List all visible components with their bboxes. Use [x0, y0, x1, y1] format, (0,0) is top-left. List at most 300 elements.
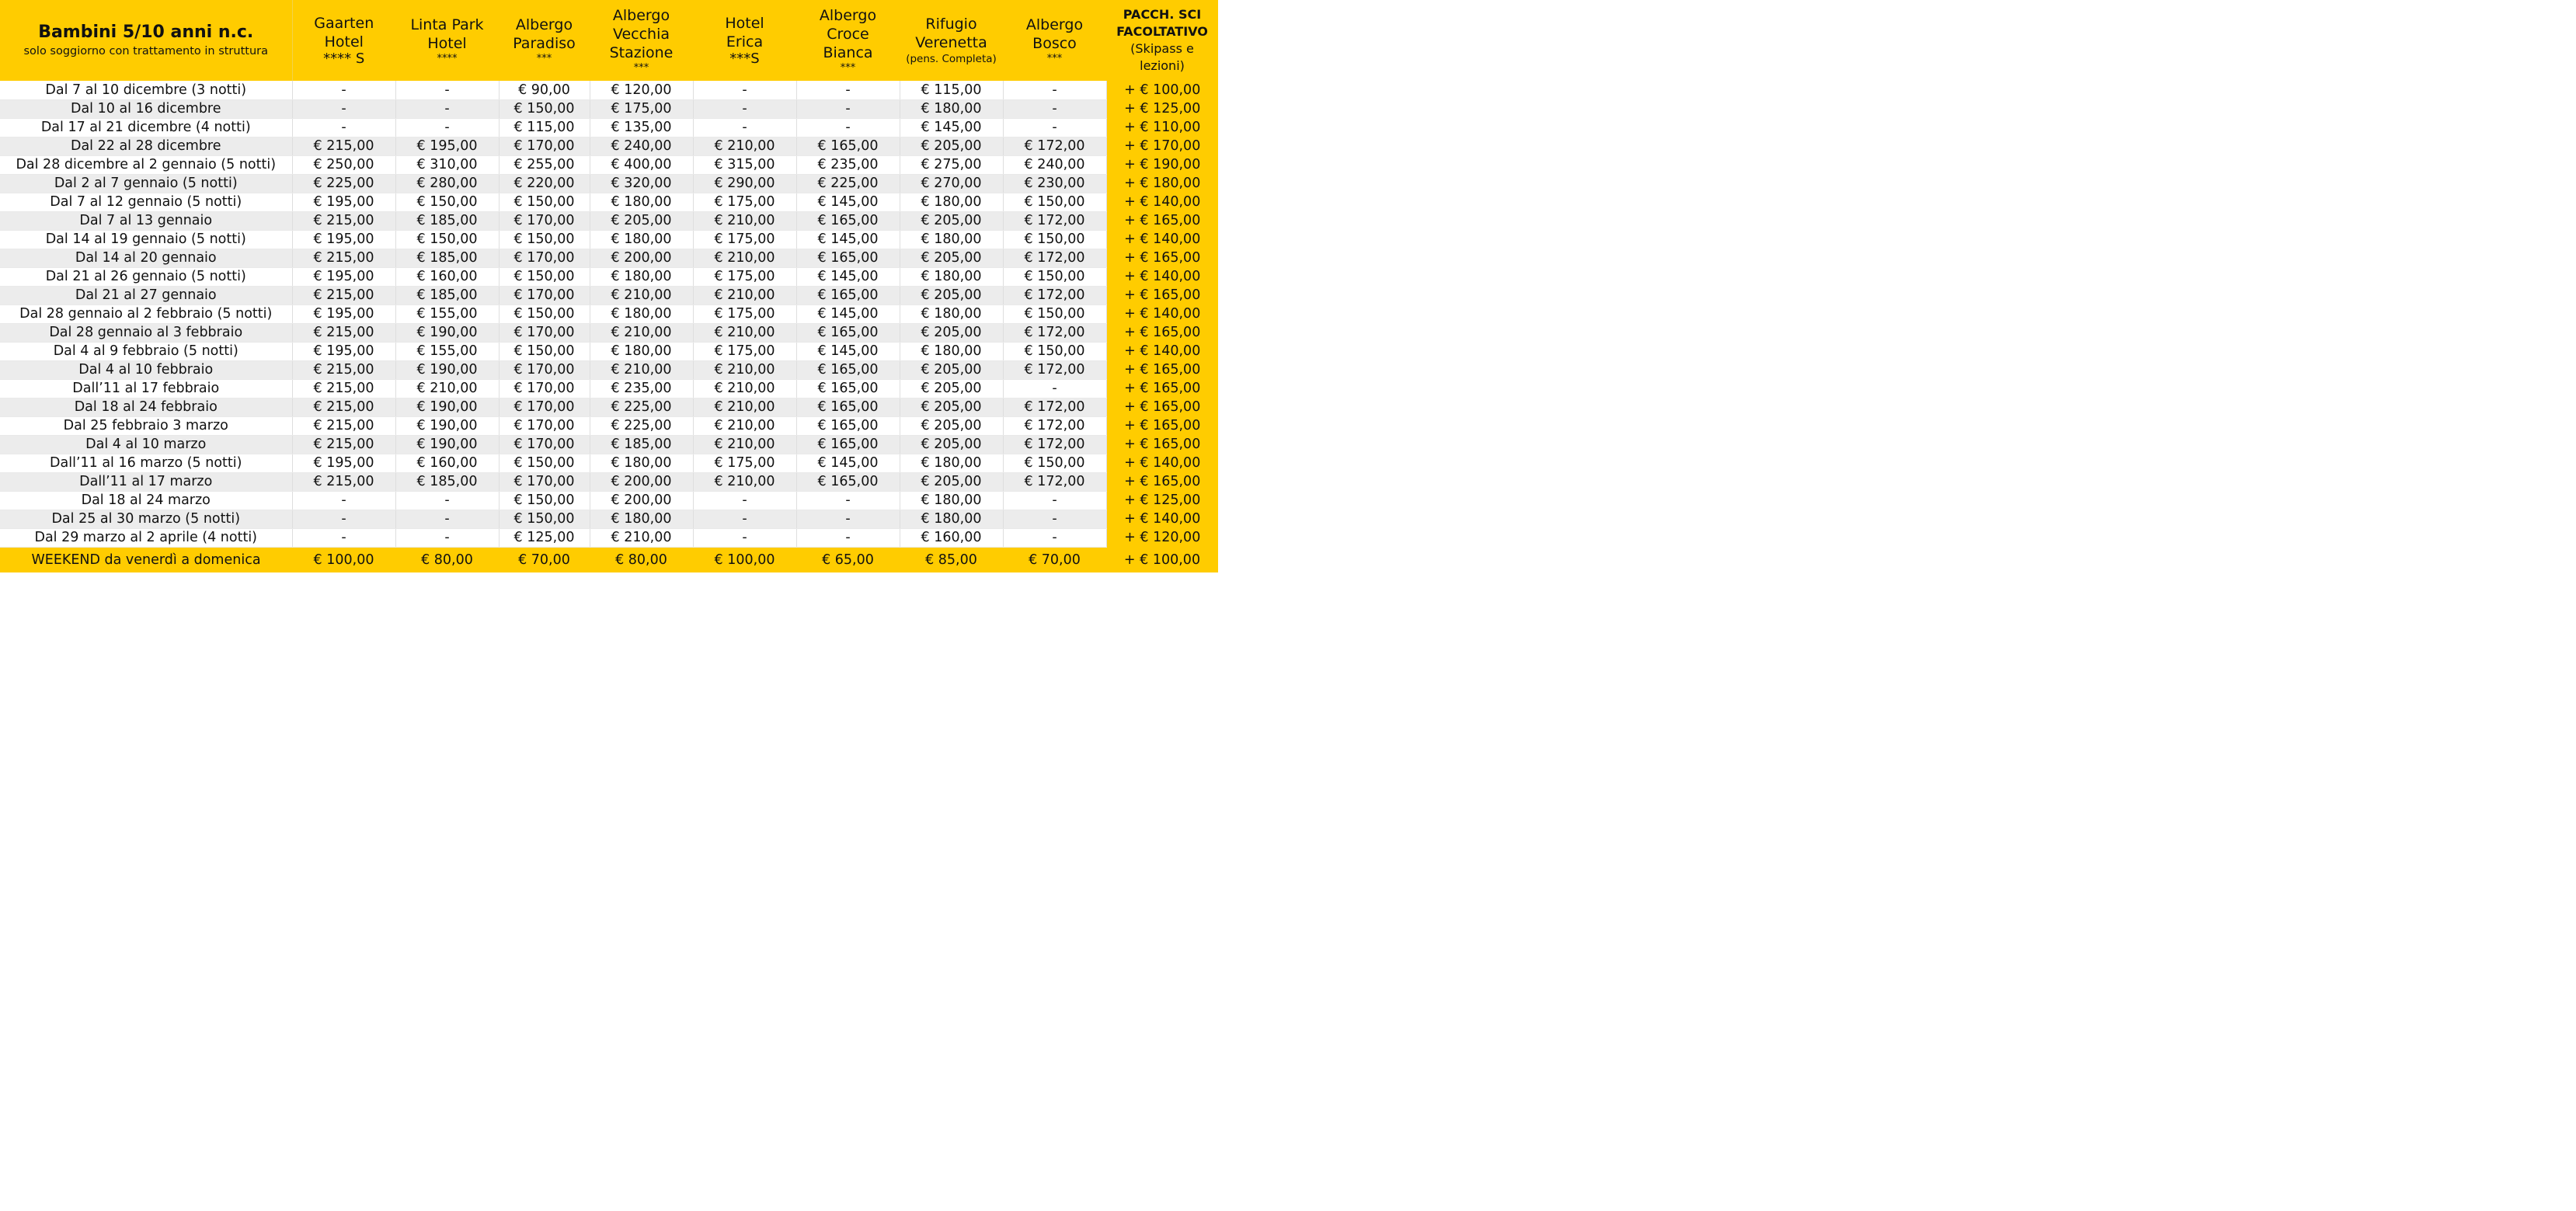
price-cell: € 275,00 — [900, 155, 1003, 174]
price-cell: € 175,00 — [693, 304, 796, 323]
price-cell: - — [693, 99, 796, 118]
price-cell: - — [292, 528, 395, 547]
price-cell: € 185,00 — [395, 286, 499, 304]
price-cell: € 172,00 — [1003, 435, 1106, 454]
price-cell: € 160,00 — [395, 454, 499, 472]
ski-price-cell: + € 165,00 — [1106, 398, 1218, 416]
ski-price-cell: + € 165,00 — [1106, 286, 1218, 304]
hotel-header-paradiso — [499, 0, 590, 81]
price-cell: € 205,00 — [900, 137, 1003, 155]
price-cell: € 215,00 — [292, 379, 395, 398]
table-row — [0, 323, 1218, 342]
price-cell: € 145,00 — [796, 267, 900, 286]
price-cell: € 172,00 — [1003, 137, 1106, 155]
period-cell: Dal 29 marzo al 2 aprile (4 notti) — [0, 528, 292, 547]
hotel-name-line: Vecchia — [612, 26, 670, 43]
period-cell: Dal 10 al 16 dicembre — [0, 99, 292, 118]
ski-price-cell: + € 165,00 — [1106, 435, 1218, 454]
price-cell: € 205,00 — [900, 249, 1003, 267]
price-cell: € 165,00 — [796, 360, 900, 379]
table-row — [0, 193, 1218, 211]
weekend-price-cell: € 85,00 — [900, 547, 1003, 572]
table-row — [0, 155, 1218, 174]
price-cell: € 210,00 — [590, 323, 693, 342]
period-cell: Dal 28 gennaio al 2 febbraio (5 notti) — [0, 304, 292, 323]
price-cell: € 150,00 — [499, 267, 590, 286]
weekend-price-cell: € 80,00 — [590, 547, 693, 572]
price-cell: € 150,00 — [499, 342, 590, 360]
price-cell: € 200,00 — [590, 472, 693, 491]
ski-price-cell: + € 165,00 — [1106, 249, 1218, 267]
price-cell: - — [395, 528, 499, 547]
price-cell: € 315,00 — [693, 155, 796, 174]
price-cell: € 170,00 — [499, 379, 590, 398]
price-cell: € 172,00 — [1003, 472, 1106, 491]
price-cell: - — [292, 99, 395, 118]
table-row — [0, 211, 1218, 230]
price-cell: € 150,00 — [499, 304, 590, 323]
period-cell: Dal 4 al 10 marzo — [0, 435, 292, 454]
price-cell: € 190,00 — [395, 360, 499, 379]
table-row — [0, 510, 1218, 528]
hotel-name-line: Hotel — [725, 15, 764, 32]
price-cell: € 240,00 — [590, 137, 693, 155]
weekend-price-cell: € 100,00 — [693, 547, 796, 572]
price-cell: € 165,00 — [796, 137, 900, 155]
price-cell: € 172,00 — [1003, 398, 1106, 416]
price-cell: € 150,00 — [499, 491, 590, 510]
hotel-board-note: (pens. Completa) — [906, 53, 997, 65]
price-cell: - — [292, 510, 395, 528]
price-cell: - — [796, 118, 900, 137]
price-cell: € 195,00 — [292, 342, 395, 360]
price-cell: € 215,00 — [292, 137, 395, 155]
price-cell: € 180,00 — [590, 230, 693, 249]
price-cell: € 150,00 — [1003, 304, 1106, 323]
price-cell: - — [395, 81, 499, 99]
hotel-stars: **** — [437, 53, 458, 64]
weekend-ski-price-cell: + € 100,00 — [1106, 547, 1218, 572]
hotel-name-line: Albergo — [1025, 16, 1084, 33]
price-cell: € 170,00 — [499, 249, 590, 267]
price-cell: € 172,00 — [1003, 249, 1106, 267]
price-cell: € 195,00 — [292, 193, 395, 211]
table-row — [0, 454, 1218, 472]
price-cell: € 320,00 — [590, 174, 693, 193]
table-row — [0, 99, 1218, 118]
price-cell: € 205,00 — [900, 286, 1003, 304]
hotel-name-line: Albergo — [819, 7, 877, 24]
price-cell: € 195,00 — [292, 454, 395, 472]
price-cell: € 165,00 — [796, 416, 900, 435]
period-cell: Dall’11 al 17 marzo — [0, 472, 292, 491]
price-cell: € 170,00 — [499, 137, 590, 155]
price-cell: € 210,00 — [693, 472, 796, 491]
ski-price-cell: + € 125,00 — [1106, 491, 1218, 510]
price-cell: € 115,00 — [499, 118, 590, 137]
table-row — [0, 174, 1218, 193]
period-cell: Dal 14 al 19 gennaio (5 notti) — [0, 230, 292, 249]
price-cell: € 160,00 — [900, 528, 1003, 547]
price-cell: € 175,00 — [693, 342, 796, 360]
ski-price-cell: + € 190,00 — [1106, 155, 1218, 174]
period-cell: Dal 7 al 13 gennaio — [0, 211, 292, 230]
table-row — [0, 267, 1218, 286]
price-cell: € 170,00 — [499, 323, 590, 342]
hotel-name-line: Gaarten — [314, 15, 374, 32]
price-cell: € 165,00 — [796, 286, 900, 304]
price-cell: € 280,00 — [395, 174, 499, 193]
price-cell: € 215,00 — [292, 249, 395, 267]
ski-header-line: (Skipass e — [1130, 41, 1194, 56]
hotel-header-gaarten — [292, 0, 395, 81]
price-cell: € 185,00 — [590, 435, 693, 454]
price-cell: € 210,00 — [693, 323, 796, 342]
price-cell: € 210,00 — [693, 379, 796, 398]
price-cell: € 150,00 — [1003, 230, 1106, 249]
hotel-header-linta-park — [395, 0, 499, 81]
price-cell: € 145,00 — [900, 118, 1003, 137]
price-cell: - — [1003, 379, 1106, 398]
price-cell: € 180,00 — [590, 342, 693, 360]
price-cell: € 200,00 — [590, 491, 693, 510]
ski-header-line: PACCH. SCI — [1123, 7, 1202, 22]
price-cell: € 165,00 — [796, 398, 900, 416]
hotel-name-line: Linta Park — [410, 16, 484, 33]
price-cell: € 170,00 — [499, 360, 590, 379]
ski-header-line: lezioni) — [1140, 58, 1185, 73]
ski-price-cell: + € 100,00 — [1106, 81, 1218, 99]
hotel-name-line: Albergo — [515, 16, 573, 33]
price-cell: € 170,00 — [499, 416, 590, 435]
price-cell: € 215,00 — [292, 472, 395, 491]
price-cell: € 210,00 — [693, 398, 796, 416]
price-cell: - — [1003, 81, 1106, 99]
ski-price-cell: + € 165,00 — [1106, 379, 1218, 398]
period-cell: Dal 25 febbraio 3 marzo — [0, 416, 292, 435]
hotel-name-line: Verenetta — [915, 34, 987, 51]
ski-price-cell: + € 140,00 — [1106, 454, 1218, 472]
price-cell: € 215,00 — [292, 416, 395, 435]
price-cell: € 165,00 — [796, 379, 900, 398]
ski-header-line: FACOLTATIVO — [1116, 24, 1208, 39]
price-cell: € 180,00 — [590, 510, 693, 528]
price-cell: € 210,00 — [693, 360, 796, 379]
price-cell: € 210,00 — [693, 137, 796, 155]
table-row — [0, 398, 1218, 416]
price-cell: € 160,00 — [395, 267, 499, 286]
table-row — [0, 491, 1218, 510]
price-cell: € 170,00 — [499, 435, 590, 454]
price-cell: € 235,00 — [590, 379, 693, 398]
price-cell: € 165,00 — [796, 249, 900, 267]
period-cell: Dal 14 al 20 gennaio — [0, 249, 292, 267]
price-cell: - — [796, 528, 900, 547]
price-cell: € 195,00 — [395, 137, 499, 155]
price-cell: - — [693, 528, 796, 547]
ski-price-cell: + € 140,00 — [1106, 230, 1218, 249]
title-main: Bambini 5/10 anni n.c. — [38, 23, 254, 42]
price-cell: € 270,00 — [900, 174, 1003, 193]
price-cell: € 90,00 — [499, 81, 590, 99]
price-cell: € 175,00 — [693, 267, 796, 286]
price-cell: € 180,00 — [590, 267, 693, 286]
price-cell: € 210,00 — [590, 360, 693, 379]
hotel-header-bosco — [1003, 0, 1106, 81]
period-cell: Dal 22 al 28 dicembre — [0, 137, 292, 155]
ski-price-cell: + € 165,00 — [1106, 472, 1218, 491]
period-cell: Dal 7 al 12 gennaio (5 notti) — [0, 193, 292, 211]
price-cell: € 210,00 — [590, 286, 693, 304]
price-cell: - — [395, 510, 499, 528]
ski-price-cell: + € 180,00 — [1106, 174, 1218, 193]
price-cell: € 125,00 — [499, 528, 590, 547]
price-cell: € 215,00 — [292, 435, 395, 454]
price-cell: € 210,00 — [693, 416, 796, 435]
table-title — [0, 0, 292, 81]
table-row — [0, 379, 1218, 398]
price-cell: € 240,00 — [1003, 155, 1106, 174]
price-cell: € 180,00 — [900, 267, 1003, 286]
price-cell: € 150,00 — [1003, 267, 1106, 286]
hotel-name-line: Stazione — [609, 44, 674, 61]
price-cell: € 210,00 — [693, 211, 796, 230]
price-cell: € 180,00 — [900, 342, 1003, 360]
price-cell: € 210,00 — [590, 528, 693, 547]
price-cell: € 180,00 — [900, 193, 1003, 211]
period-cell: Dal 28 gennaio al 3 febbraio — [0, 323, 292, 342]
hotel-stars: *** — [840, 62, 856, 74]
ski-price-cell: + € 125,00 — [1106, 99, 1218, 118]
period-cell: Dal 18 al 24 marzo — [0, 491, 292, 510]
price-cell: € 155,00 — [395, 304, 499, 323]
table-row — [0, 342, 1218, 360]
price-cell: € 150,00 — [499, 454, 590, 472]
price-cell: € 150,00 — [1003, 454, 1106, 472]
title-subtitle: solo soggiorno con trattamento in struttura — [23, 45, 268, 57]
price-cell: - — [693, 118, 796, 137]
price-cell: € 145,00 — [796, 342, 900, 360]
price-cell: € 145,00 — [796, 230, 900, 249]
price-cell: - — [796, 99, 900, 118]
hotel-name-line: Paradiso — [513, 35, 576, 52]
price-cell: € 210,00 — [693, 286, 796, 304]
table-row — [0, 472, 1218, 491]
price-cell: € 185,00 — [395, 472, 499, 491]
price-cell: - — [395, 118, 499, 137]
price-cell: € 205,00 — [900, 379, 1003, 398]
price-cell: € 185,00 — [395, 211, 499, 230]
hotel-stars: ***S — [729, 50, 760, 67]
price-cell: - — [1003, 491, 1106, 510]
price-cell: € 210,00 — [693, 435, 796, 454]
ski-price-cell: + € 165,00 — [1106, 416, 1218, 435]
price-cell: € 175,00 — [590, 99, 693, 118]
price-cell: - — [395, 99, 499, 118]
price-cell: € 195,00 — [292, 267, 395, 286]
price-cell: € 150,00 — [1003, 342, 1106, 360]
table-row — [0, 304, 1218, 323]
price-cell: € 150,00 — [499, 99, 590, 118]
weekend-price-cell: € 65,00 — [796, 547, 900, 572]
hotel-name-line: Croce — [827, 26, 869, 43]
price-cell: - — [1003, 118, 1106, 137]
price-cell: € 205,00 — [900, 416, 1003, 435]
table-row — [0, 435, 1218, 454]
price-cell: € 145,00 — [796, 454, 900, 472]
price-cell: € 180,00 — [590, 304, 693, 323]
price-cell: € 400,00 — [590, 155, 693, 174]
price-cell: € 150,00 — [1003, 193, 1106, 211]
hotel-name-line: Hotel — [427, 35, 467, 52]
price-cell: - — [693, 491, 796, 510]
price-cell: - — [796, 491, 900, 510]
period-cell: Dall’11 al 17 febbraio — [0, 379, 292, 398]
period-cell: Dal 4 al 10 febbraio — [0, 360, 292, 379]
price-cell: € 205,00 — [590, 211, 693, 230]
price-cell: € 180,00 — [900, 230, 1003, 249]
price-cell: € 215,00 — [292, 398, 395, 416]
price-cell: € 172,00 — [1003, 360, 1106, 379]
table-row — [0, 118, 1218, 137]
price-cell: € 290,00 — [693, 174, 796, 193]
price-cell: € 115,00 — [900, 81, 1003, 99]
ski-price-cell: + € 165,00 — [1106, 323, 1218, 342]
price-cell: € 150,00 — [499, 510, 590, 528]
weekend-row — [0, 547, 1218, 572]
price-cell: € 190,00 — [395, 323, 499, 342]
ski-price-cell: + € 110,00 — [1106, 118, 1218, 137]
price-cell: € 170,00 — [499, 398, 590, 416]
price-cell: € 205,00 — [900, 323, 1003, 342]
price-cell: € 230,00 — [1003, 174, 1106, 193]
period-cell: Dal 25 al 30 marzo (5 notti) — [0, 510, 292, 528]
ski-price-cell: + € 140,00 — [1106, 342, 1218, 360]
price-cell: € 225,00 — [590, 398, 693, 416]
price-cell: € 180,00 — [900, 491, 1003, 510]
price-cell: € 165,00 — [796, 472, 900, 491]
price-cell: - — [693, 81, 796, 99]
table-row — [0, 137, 1218, 155]
period-cell: Dal 18 al 24 febbraio — [0, 398, 292, 416]
hotel-header-croce-bianca — [796, 0, 900, 81]
price-cell: € 215,00 — [292, 211, 395, 230]
price-cell: € 210,00 — [395, 379, 499, 398]
hotel-stars: *** — [633, 62, 649, 74]
price-cell: € 205,00 — [900, 360, 1003, 379]
price-cell: € 225,00 — [292, 174, 395, 193]
price-cell: € 205,00 — [900, 472, 1003, 491]
price-cell: - — [292, 491, 395, 510]
hotel-stars: *** — [1046, 53, 1063, 64]
ski-price-cell: + € 140,00 — [1106, 304, 1218, 323]
price-cell: € 150,00 — [395, 193, 499, 211]
price-table — [0, 0, 1218, 572]
hotel-header-vecchia-stazione — [590, 0, 693, 81]
hotel-header-verenetta — [900, 0, 1003, 81]
price-cell: - — [693, 510, 796, 528]
price-cell: € 175,00 — [693, 230, 796, 249]
price-cell: € 170,00 — [499, 472, 590, 491]
price-cell: € 180,00 — [590, 193, 693, 211]
price-cell: € 165,00 — [796, 435, 900, 454]
price-cell: - — [796, 510, 900, 528]
table-row — [0, 81, 1218, 99]
ski-package-header — [1106, 0, 1218, 81]
period-cell: Dal 2 al 7 gennaio (5 notti) — [0, 174, 292, 193]
price-cell: € 255,00 — [499, 155, 590, 174]
price-cell: € 170,00 — [499, 286, 590, 304]
period-cell: Dal 21 al 26 gennaio (5 notti) — [0, 267, 292, 286]
price-cell: € 135,00 — [590, 118, 693, 137]
hotel-name-line: Bianca — [823, 44, 873, 61]
price-cell: - — [395, 491, 499, 510]
ski-price-cell: + € 140,00 — [1106, 193, 1218, 211]
table-row — [0, 360, 1218, 379]
hotel-name-line: Erica — [726, 33, 764, 50]
price-cell: - — [796, 81, 900, 99]
price-cell: € 165,00 — [796, 211, 900, 230]
price-cell: € 180,00 — [900, 454, 1003, 472]
price-cell: € 205,00 — [900, 211, 1003, 230]
ski-price-cell: + € 140,00 — [1106, 510, 1218, 528]
table-row — [0, 528, 1218, 547]
hotel-stars: *** — [536, 53, 552, 64]
price-cell: € 145,00 — [796, 304, 900, 323]
price-cell: € 210,00 — [693, 249, 796, 267]
price-cell: - — [292, 81, 395, 99]
period-cell: Dall’11 al 16 marzo (5 notti) — [0, 454, 292, 472]
price-cell: € 190,00 — [395, 416, 499, 435]
price-cell: € 180,00 — [590, 454, 693, 472]
table-row — [0, 249, 1218, 267]
period-cell: Dal 21 al 27 gennaio — [0, 286, 292, 304]
price-cell: € 150,00 — [499, 230, 590, 249]
price-cell: € 250,00 — [292, 155, 395, 174]
price-cell: € 195,00 — [292, 304, 395, 323]
weekend-price-cell: € 70,00 — [499, 547, 590, 572]
price-cell: € 235,00 — [796, 155, 900, 174]
price-cell: € 120,00 — [590, 81, 693, 99]
header-row — [0, 0, 1218, 81]
hotel-name-line: Hotel — [324, 33, 364, 50]
price-cell: € 145,00 — [796, 193, 900, 211]
price-cell: € 180,00 — [900, 510, 1003, 528]
price-cell: € 190,00 — [395, 435, 499, 454]
price-cell: € 180,00 — [900, 99, 1003, 118]
price-cell: - — [1003, 510, 1106, 528]
ski-price-cell: + € 165,00 — [1106, 211, 1218, 230]
ski-price-cell: + € 120,00 — [1106, 528, 1218, 547]
price-cell: € 195,00 — [292, 230, 395, 249]
ski-price-cell: + € 140,00 — [1106, 267, 1218, 286]
weekend-label: WEEKEND da venerdì a domenica — [0, 547, 292, 572]
price-cell: € 190,00 — [395, 398, 499, 416]
period-cell: Dal 4 al 9 febbraio (5 notti) — [0, 342, 292, 360]
price-cell: € 215,00 — [292, 323, 395, 342]
price-cell: € 150,00 — [395, 230, 499, 249]
period-cell: Dal 28 dicembre al 2 gennaio (5 notti) — [0, 155, 292, 174]
price-cell: € 200,00 — [590, 249, 693, 267]
price-cell: € 172,00 — [1003, 286, 1106, 304]
period-cell: Dal 17 al 21 dicembre (4 notti) — [0, 118, 292, 137]
table-row — [0, 286, 1218, 304]
table-row — [0, 230, 1218, 249]
price-cell: € 225,00 — [590, 416, 693, 435]
price-cell: € 310,00 — [395, 155, 499, 174]
price-cell: € 172,00 — [1003, 323, 1106, 342]
price-cell: € 150,00 — [499, 193, 590, 211]
